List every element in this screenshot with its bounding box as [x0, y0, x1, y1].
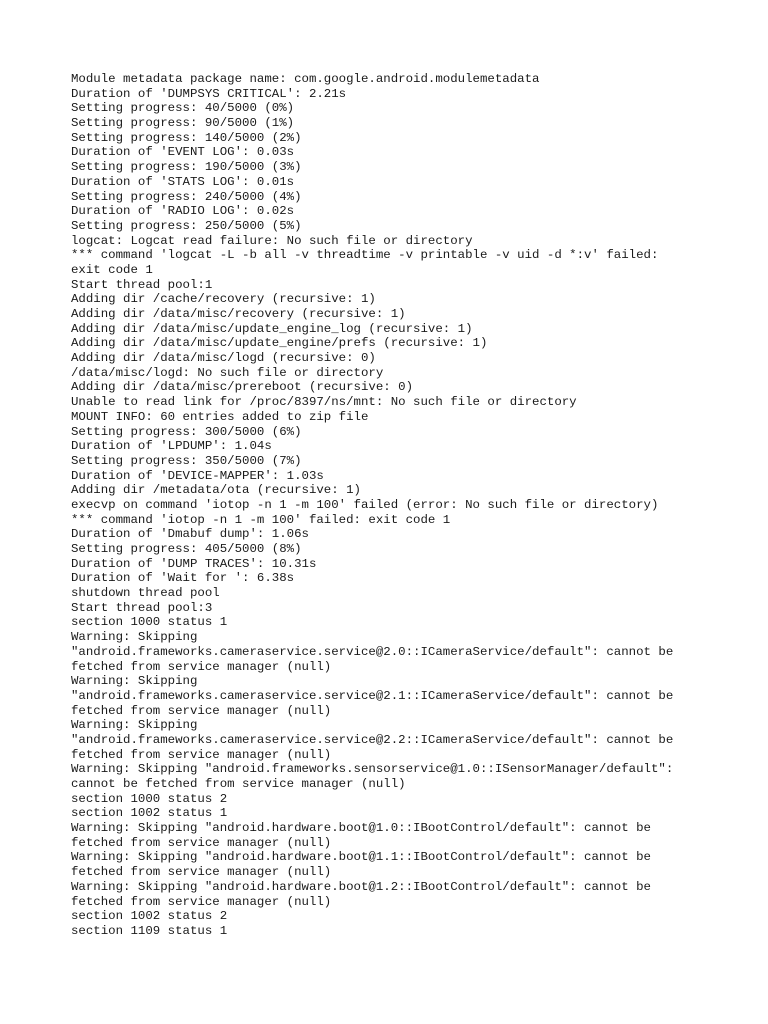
log-line: /data/misc/logd: No such file or directory — [71, 365, 384, 380]
log-line: Adding dir /cache/recovery (recursive: 1) — [71, 292, 376, 307]
log-line: Warning: Skipping "android.frameworks.sensorservice@1.0::ISensorManager/default": — [71, 762, 674, 777]
log-line: Adding dir /data/misc/recovery (recursive: 1) — [71, 307, 406, 321]
log-line: Setting progress: 250/5000 (5%) — [71, 218, 302, 233]
log-line: Start thread pool:3 — [71, 600, 213, 615]
log-line: section 1000 status 1 — [71, 615, 228, 630]
log-line: cannot be fetched from service manager (null) — [71, 777, 406, 791]
log-line: Warning: Skipping "android.hardware.boot@1.0::IBootControl/default": cannot be — [71, 821, 651, 836]
log-line: Warning: Skipping "android.hardware.boot@1.1::IBootControl/default": cannot be — [71, 850, 651, 865]
log-line: "android.frameworks.cameraservice.service@2.2::ICameraService/default": cannot be — [71, 732, 674, 747]
log-line: fetched from service manager (null) — [71, 835, 332, 850]
log-line: Setting progress: 90/5000 (1%) — [71, 116, 295, 131]
log-line: Duration of 'STATS LOG': 0.01s — [71, 174, 295, 189]
log-line: Adding dir /metadata/ota (recursive: 1) — [71, 483, 361, 498]
log-line: Warning: Skipping — [71, 674, 198, 689]
log-line: Duration of 'LPDUMP': 1.04s — [71, 439, 272, 454]
log-line: Warning: Skipping "android.hardware.boot@1.2::IBootControl/default": cannot be — [71, 879, 651, 894]
log-line: Setting progress: 405/5000 (8%) — [71, 542, 302, 556]
log-line: Setting progress: 40/5000 (0%) — [71, 101, 295, 116]
log-line: fetched from service manager (null) — [71, 865, 332, 880]
log-line: Duration of 'DEVICE-MAPPER': 1.03s — [71, 468, 324, 483]
log-line: *** command 'iotop -n 1 -m 100' failed: exit code 1 — [71, 512, 451, 527]
log-line: *** command 'logcat -L -b all -v threadtime -v printable -v uid -d *:v' failed: — [71, 248, 659, 263]
log-line: Unable to read link for /proc/8397/ns/mnt: No such file or directory — [71, 395, 577, 410]
log-line: Duration of 'EVENT LOG': 0.03s — [71, 145, 295, 160]
log-output — [71, 72, 711, 939]
log-line: shutdown thread pool — [71, 586, 220, 601]
log-line: fetched from service manager (null) — [71, 659, 332, 674]
log-line: section 1109 status 1 — [71, 923, 228, 938]
log-line: Duration of 'DUMPSYS CRITICAL': 2.21s — [71, 86, 347, 101]
log-line: "android.frameworks.cameraservice.service@2.0::ICameraService/default": cannot be — [71, 644, 674, 659]
log-line: section 1002 status 2 — [71, 909, 228, 924]
log-line: Duration of 'Wait for ': 6.38s — [71, 571, 295, 586]
log-line: Adding dir /data/misc/update_engine_log (recursive: 1) — [71, 321, 473, 336]
log-line: Warning: Skipping — [71, 630, 198, 645]
log-line: fetched from service manager (null) — [71, 703, 332, 718]
log-line: Adding dir /data/misc/prereboot (recursive: 0) — [71, 380, 414, 395]
log-line: Setting progress: 240/5000 (4%) — [71, 189, 302, 204]
log-line: Warning: Skipping — [71, 718, 198, 733]
log-line: MOUNT INFO: 60 entries added to zip file — [71, 409, 369, 424]
log-line: Duration of 'DUMP TRACES': 10.31s — [71, 556, 317, 571]
log-line: logcat: Logcat read failure: No such file or directory — [71, 233, 473, 248]
log-line: Module metadata package name: com.google.android.modulemetadata — [71, 72, 540, 86]
log-line: Adding dir /data/misc/logd (recursive: 0) — [71, 351, 376, 366]
log-line: Adding dir /data/misc/update_engine/prefs (recursive: 1) — [71, 336, 488, 351]
log-line: Duration of 'RADIO LOG': 0.02s — [71, 204, 295, 219]
log-line: section 1000 status 2 — [71, 791, 228, 806]
log-line: Start thread pool:1 — [71, 277, 213, 292]
log-line: Setting progress: 190/5000 (3%) — [71, 160, 302, 175]
log-line: fetched from service manager (null) — [71, 747, 332, 762]
log-line: Duration of 'Dmabuf dump': 1.06s — [71, 527, 309, 542]
log-line: Setting progress: 140/5000 (2%) — [71, 130, 302, 145]
log-line: exit code 1 — [71, 262, 153, 277]
log-line: Setting progress: 300/5000 (6%) — [71, 424, 302, 439]
log-line: Setting progress: 350/5000 (7%) — [71, 453, 302, 468]
log-line: fetched from service manager (null) — [71, 894, 332, 909]
log-line: execvp on command 'iotop -n 1 -m 100' failed (error: No such file or directory) — [71, 497, 659, 512]
log-line: section 1002 status 1 — [71, 806, 228, 821]
log-line: "android.frameworks.cameraservice.service@2.1::ICameraService/default": cannot be — [71, 688, 674, 703]
